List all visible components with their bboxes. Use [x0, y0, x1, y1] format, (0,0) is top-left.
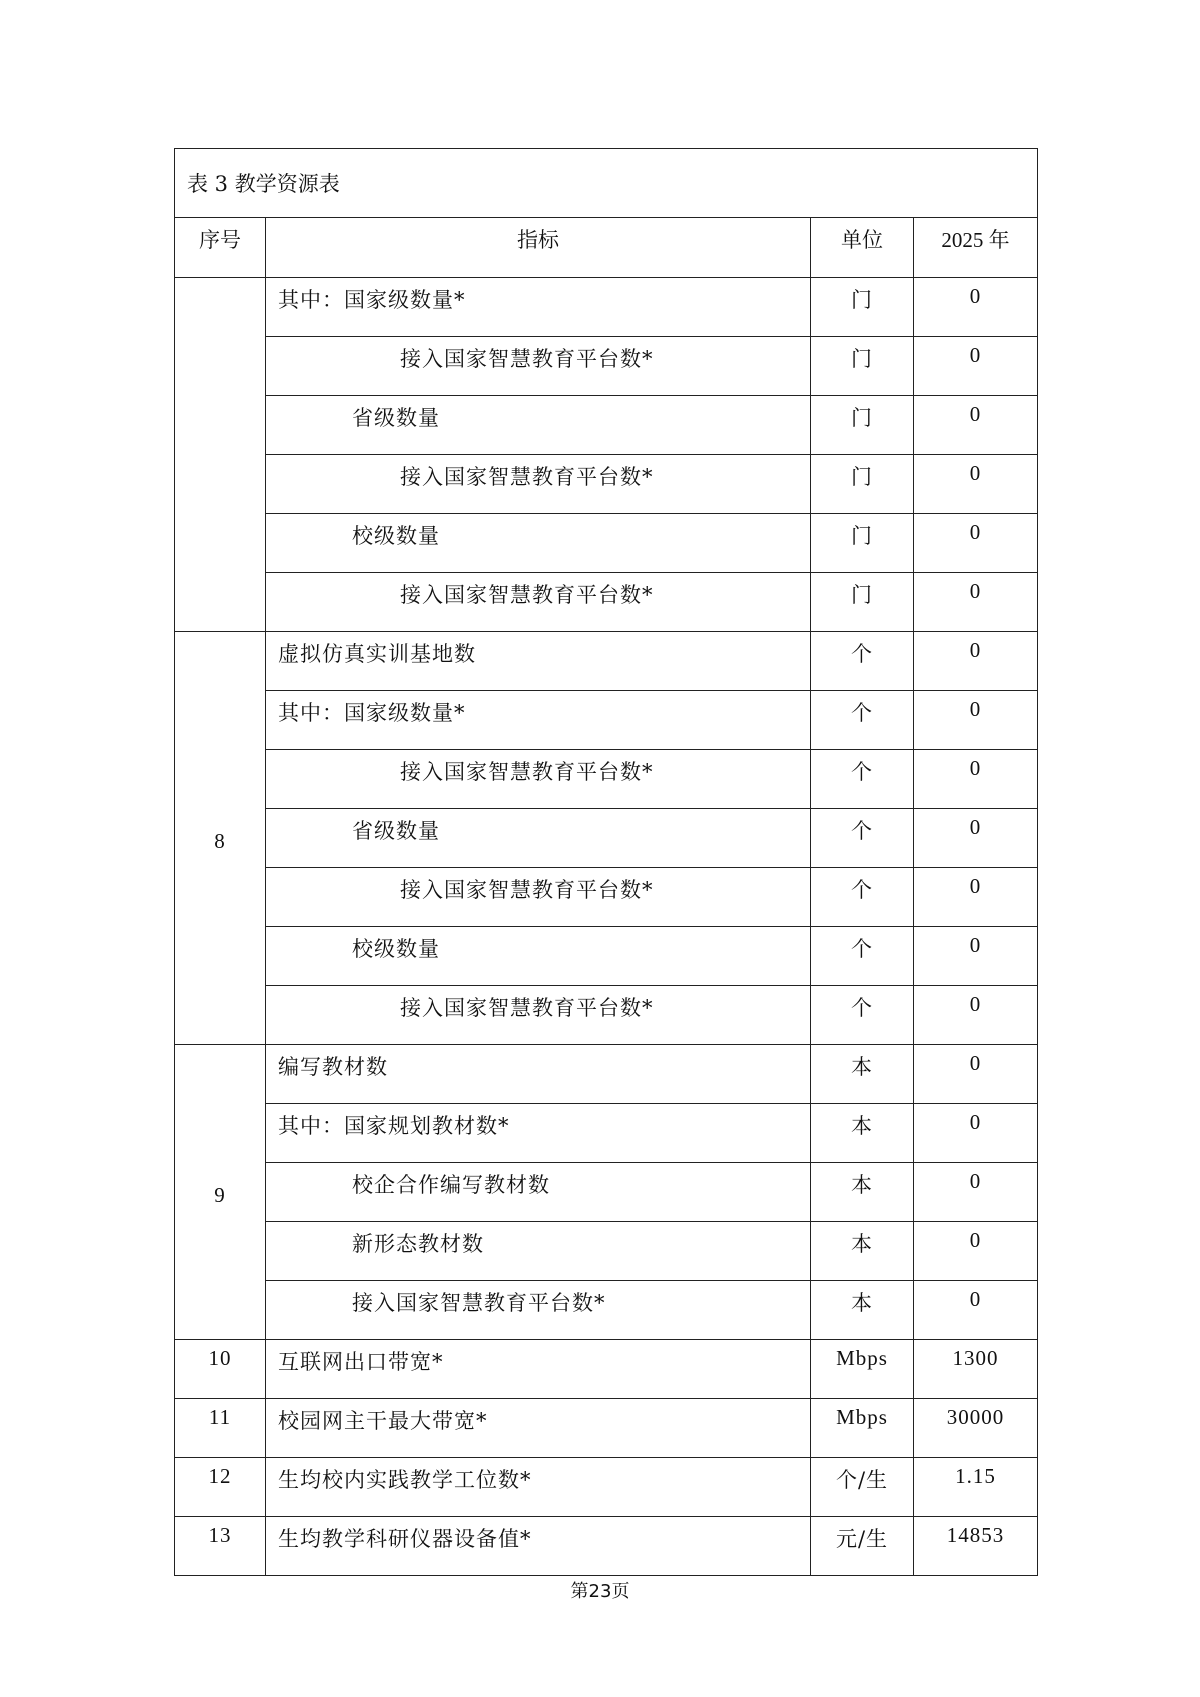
- unit-cell: 个: [811, 632, 914, 691]
- table-row: [175, 1163, 1038, 1222]
- unit-cell: 门: [811, 337, 914, 396]
- seq-cell: 12: [175, 1458, 266, 1517]
- value-cell: 30000: [914, 1399, 1038, 1458]
- unit-cell: 门: [811, 455, 914, 514]
- table-row: [175, 1517, 1038, 1576]
- value-cell: 0: [914, 278, 1038, 337]
- unit-cell: 本: [811, 1222, 914, 1281]
- unit-cell: 本: [811, 1045, 914, 1104]
- seq-cell: 8: [175, 632, 266, 1045]
- unit-cell: 本: [811, 1163, 914, 1222]
- table-row: [175, 986, 1038, 1045]
- table-row: [175, 1340, 1038, 1399]
- indicator-cell: 省级数量: [266, 809, 811, 868]
- value-cell: 0: [914, 868, 1038, 927]
- indicator-cell: 省级数量: [266, 396, 811, 455]
- table-row: [175, 809, 1038, 868]
- value-cell: 0: [914, 986, 1038, 1045]
- unit-cell: 个/生: [811, 1458, 914, 1517]
- indicator-cell: 接入国家智慧教育平台数*: [266, 1281, 811, 1340]
- table-row: [175, 927, 1038, 986]
- indicator-cell: 其中：国家规划教材数*: [266, 1104, 811, 1163]
- seq-cell: 13: [175, 1517, 266, 1576]
- table-row: [175, 1045, 1038, 1104]
- table-row: [175, 868, 1038, 927]
- table-row: [175, 1104, 1038, 1163]
- unit-cell: 个: [811, 986, 914, 1045]
- unit-cell: 门: [811, 396, 914, 455]
- seq-cell: 10: [175, 1340, 266, 1399]
- unit-cell: 个: [811, 691, 914, 750]
- indicator-cell: 互联网出口带宽*: [266, 1340, 811, 1399]
- header-indicator: 指标: [266, 218, 811, 278]
- value-cell: 0: [914, 632, 1038, 691]
- value-cell: 0: [914, 455, 1038, 514]
- unit-cell: Mbps: [811, 1399, 914, 1458]
- value-cell: 0: [914, 927, 1038, 986]
- value-cell: 0: [914, 691, 1038, 750]
- indicator-cell: 接入国家智慧教育平台数*: [266, 573, 811, 632]
- unit-cell: 个: [811, 868, 914, 927]
- unit-cell: 个: [811, 927, 914, 986]
- indicator-cell: 校级数量: [266, 514, 811, 573]
- table-row: [175, 1222, 1038, 1281]
- value-cell: 14853: [914, 1517, 1038, 1576]
- table-row: [175, 337, 1038, 396]
- table-row: [175, 1458, 1038, 1517]
- indicator-cell: 编写教材数: [266, 1045, 811, 1104]
- value-cell: 0: [914, 1281, 1038, 1340]
- table-row: [175, 396, 1038, 455]
- header-seq: 序号: [175, 218, 266, 278]
- table-row: [175, 278, 1038, 337]
- value-cell: 0: [914, 750, 1038, 809]
- unit-cell: 门: [811, 573, 914, 632]
- table-header-row: [175, 218, 1038, 278]
- value-cell: 0: [914, 573, 1038, 632]
- value-cell: 0: [914, 1222, 1038, 1281]
- table-caption-text: 表 3 教学资源表: [187, 172, 340, 196]
- value-cell: 0: [914, 1045, 1038, 1104]
- header-unit: 单位: [811, 218, 914, 278]
- indicator-cell: 生均教学科研仪器设备值*: [266, 1517, 811, 1576]
- unit-cell: 本: [811, 1281, 914, 1340]
- indicator-cell: 其中：国家级数量*: [266, 691, 811, 750]
- table-row: [175, 632, 1038, 691]
- value-cell: 1.15: [914, 1458, 1038, 1517]
- value-cell: 0: [914, 1104, 1038, 1163]
- indicator-cell: 生均校内实践教学工位数*: [266, 1458, 811, 1517]
- seq-cell: [175, 278, 266, 632]
- seq-cell: 11: [175, 1399, 266, 1458]
- table-row: [175, 750, 1038, 809]
- indicator-cell: 校园网主干最大带宽*: [266, 1399, 811, 1458]
- table-caption: [175, 149, 1038, 218]
- table-row: [175, 573, 1038, 632]
- unit-cell: 个: [811, 809, 914, 868]
- indicator-cell: 接入国家智慧教育平台数*: [266, 750, 811, 809]
- unit-cell: 元/生: [811, 1517, 914, 1576]
- value-cell: 0: [914, 809, 1038, 868]
- indicator-cell: 接入国家智慧教育平台数*: [266, 337, 811, 396]
- value-cell: 0: [914, 514, 1038, 573]
- value-cell: 0: [914, 1163, 1038, 1222]
- page-number: 第23页: [570, 1581, 630, 1602]
- indicator-cell: 接入国家智慧教育平台数*: [266, 986, 811, 1045]
- indicator-cell: 其中：国家级数量*: [266, 278, 811, 337]
- indicator-cell: 接入国家智慧教育平台数*: [266, 868, 811, 927]
- unit-cell: 门: [811, 514, 914, 573]
- unit-cell: 个: [811, 750, 914, 809]
- value-cell: 0: [914, 396, 1038, 455]
- table-row: [175, 1399, 1038, 1458]
- value-cell: 0: [914, 337, 1038, 396]
- teaching-resources-table: [174, 148, 1038, 1576]
- table-row: [175, 455, 1038, 514]
- table-row: [175, 1281, 1038, 1340]
- unit-cell: 门: [811, 278, 914, 337]
- unit-cell: 本: [811, 1104, 914, 1163]
- indicator-cell: 校级数量: [266, 927, 811, 986]
- indicator-cell: 虚拟仿真实训基地数: [266, 632, 811, 691]
- unit-cell: Mbps: [811, 1340, 914, 1399]
- value-cell: 1300: [914, 1340, 1038, 1399]
- indicator-cell: 校企合作编写教材数: [266, 1163, 811, 1222]
- seq-cell: 9: [175, 1045, 266, 1340]
- indicator-cell: 接入国家智慧教育平台数*: [266, 455, 811, 514]
- table-row: [175, 691, 1038, 750]
- indicator-cell: 新形态教材数: [266, 1222, 811, 1281]
- table-row: [175, 514, 1038, 573]
- header-year: 2025 年: [914, 218, 1038, 278]
